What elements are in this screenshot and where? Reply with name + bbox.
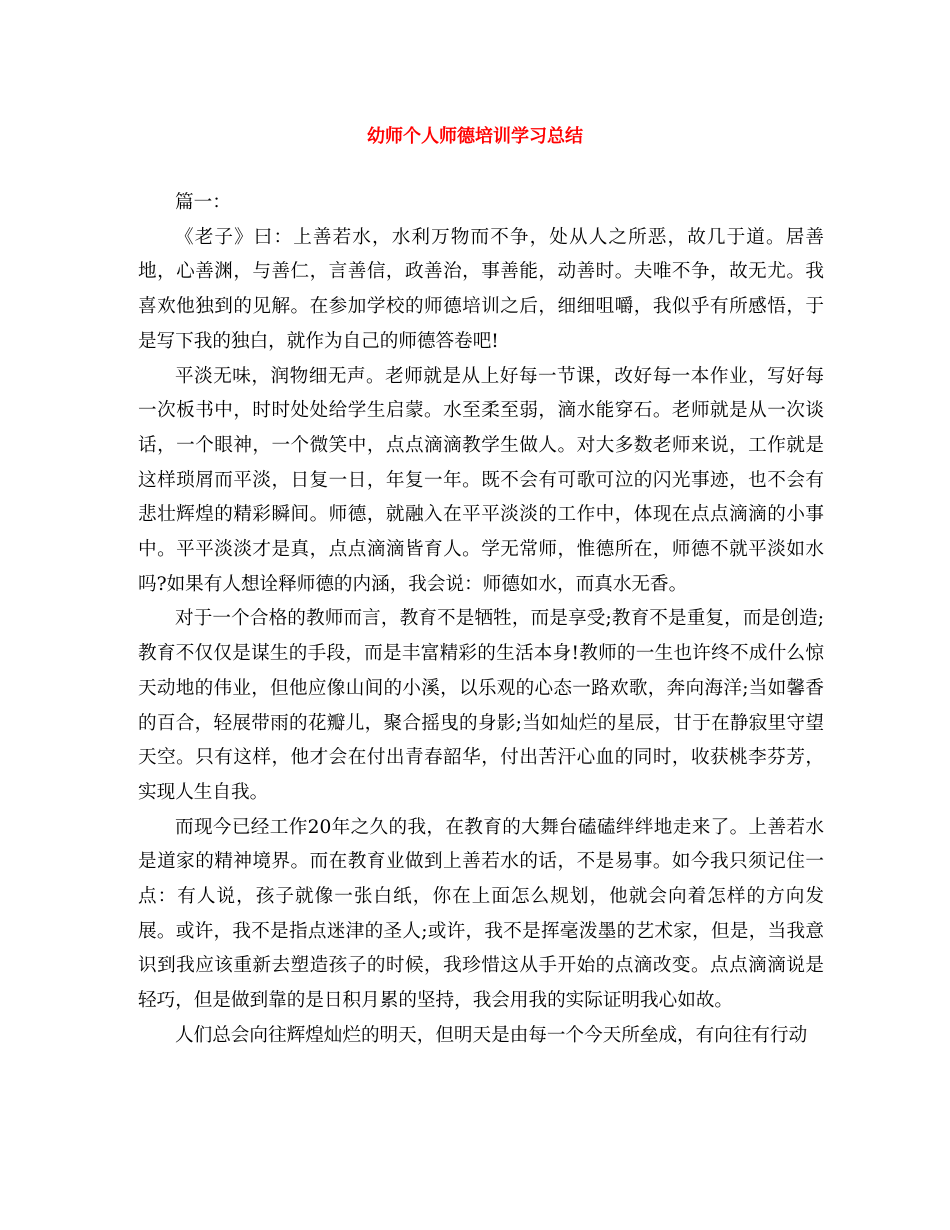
paragraph: 人们总会向往辉煌灿烂的明天，但明天是由每一个今天所垒成，有向往有行动 — [175, 1024, 808, 1046]
document-body — [138, 186, 824, 1054]
paragraph: 《老子》曰：上善若水，水利万物而不争，处从人之所恶，故几于道。居善地，心善渊，与善仁，言善信，政善治，事善能，动善时。夫唯不争，故无尤。我喜欢他独到的见解。在参加学校的师德培训之后，细细咀嚼，我似乎有所感悟，于是写下我的独白，就作为自己的师德答卷吧! — [138, 226, 824, 352]
paragraph: 对于一个合格的教师而言，教育不是牺牲，而是享受;教育不是重复，而是创造;教育不仅仅是谋生的手段，而是丰富精彩的生活本身!教师的一生也许终不成什么惊天动地的伟业，但他应像山间的小溪，以乐观的心态一路欢歌，奔向海洋;当如馨香的百合，轻展带雨的花瓣儿，聚合摇曳的身影;当如灿烂的星辰，甘于在静寂里守望天空。只有这样，他才会在付出青春韶华，付出苦汗心血的同时，收获桃李芬芳，实现人生自我。 — [138, 608, 824, 803]
paragraph: 平淡无味，润物细无声。老师就是从上好每一节课，改好每一本作业，写好每一次板书中，时时处处给学生启蒙。水至柔至弱，滴水能穿石。老师就是从一次谈话，一个眼神，一个微笑中，点点滴滴教学生做人。对大多数老师来说，工作就是这样琐屑而平淡，日复一日，年复一年。既不会有可歌可泣的闪光事迹，也不会有悲壮辉煌的精彩瞬间。师德，就融入在平平淡淡的工作中，体现在点点滴滴的小事中。平平淡淡才是真，点点滴滴皆育人。学无常师，惟德所在，师德不就平淡如水吗?如果有人想诠释师德的内涵，我会说：师德如水，而真水无香。 — [138, 365, 824, 595]
section-label: 篇一： — [175, 192, 231, 213]
document-title: 幼师个人师德培训学习总结 — [367, 126, 583, 147]
paragraph: 而现今已经工作20年之久的我，在教育的大舞台磕磕绊绊地走来了。上善若水是道家的精神境界。而在教育业做到上善若水的话，不是易事。如今我只须记住一点：有人说，孩子就像一张白纸，你在上面怎么规划，他就会向着怎样的方向发展。或许，我不是指点迷津的圣人;或许，我不是挥毫泼墨的艺术家，但是，当我意识到我应该重新去塑造孩子的时候，我珍惜这从手开始的点滴改变。点点滴滴说是轻巧，但是做到靠的是日积月累的坚持，我会用我的实际证明我心如故。 — [138, 816, 824, 1012]
